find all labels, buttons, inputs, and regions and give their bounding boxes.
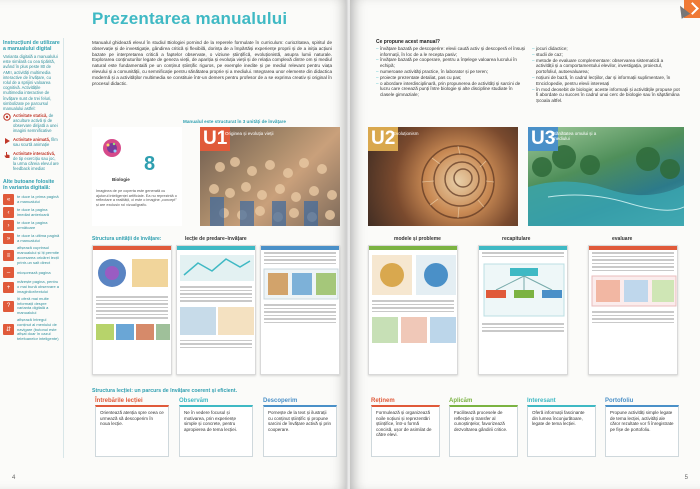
nav-desc-prev: te duce la pagina imediat anterioară [17, 206, 50, 217]
left-page [0, 0, 348, 489]
cover-image [100, 133, 140, 183]
card-discover-text: Pornește de la text și ilustrații cu conținut științific și propune sarcini de învățare activă și prin cooperare. [263, 405, 337, 457]
unit-3-subtitle: Sănătatea omului și a mediului [553, 131, 597, 141]
card-remember-title: Reținem [371, 398, 395, 404]
nav-desc-scroll: afișează întregul conținut al meniului de navigare (butonul este afișat doar în cazul telefoanelor inteligente) [17, 317, 59, 342]
last-page-icon[interactable]: » [3, 233, 14, 244]
nav-row-next [0, 219, 63, 232]
legend-animated-label: Activitate animată, [13, 137, 51, 143]
card-portfolio-title: Portofoliu [605, 398, 634, 404]
prev-page-icon[interactable]: ‹ [3, 207, 14, 218]
book-cover-panel [92, 127, 182, 226]
nav-desc-zoom-out: micșorează pagina [17, 269, 51, 275]
features-question: Ce propune acest manual? [376, 39, 440, 45]
card-discover [260, 397, 340, 467]
feature-item: – învățare bazată pe descoperire: elevii caută activ și descoperă el însuși informații, în loc de a le recepta pasiv; [376, 46, 526, 58]
right-page [350, 0, 700, 489]
nav-row-scroll [0, 317, 63, 343]
label-recap: recapitulare [502, 236, 531, 242]
zoom-out-icon[interactable]: – [3, 267, 14, 278]
feature-item: – numeroase activități practice, în laborator și pe teren; [376, 69, 526, 75]
zoom-in-icon[interactable]: + [3, 282, 14, 293]
legend-static [0, 111, 63, 135]
lesson-thumb-2 [176, 245, 256, 375]
structure-title: Manualul este structurat în 3 unități de învățare [183, 119, 286, 124]
card-interesting [524, 397, 599, 467]
label-evaluation: evaluare [612, 236, 633, 242]
card-interesting-text: Oferă informații fascinante din lumea înconjurătoare, legate de tema lecției. [527, 405, 596, 457]
help-icon[interactable]: ? [3, 301, 14, 312]
lesson-thumb-1 [92, 245, 172, 375]
intro-paragraph: Manualul ghidează elevul în studiul Biologiei pornind de la reperele formulate în curriculum: curiozitatea, spiritul de observație și de investigație, gândirea critică și flexibilă, dorința de a împărtăși experiențe proprii și de a iniția acțiuni bazate pe interpretarea critică a faptelor observate, o viziune științifică, evoluționistă, asupra lumii naturale. Explorarea conținuturilor legate de geneza vieții, de apariția și evoluția vieții și de relația complexă dintre om și mediul natural este fundamentală pe un conținut științific riguros, pe exemple inedite și pe mediul relevant pentru viața elevului și a comunității, cu semnificație pentru sănătatea proprie și a mediului. Integrarea unor elemente din didactica modernă și a activităților multimedia se constituie într-un demers pentru profesor de a se exprima creativ și original în procesul didactic. [92, 40, 332, 86]
first-page-icon[interactable]: « [3, 194, 14, 205]
legend-interactive-label: Activitate interactivă, [13, 151, 56, 157]
lesson-thumb-3 [260, 245, 340, 375]
legend-animated-desc: film sau scurtă animație [13, 137, 58, 148]
label-models: modele și probleme [394, 236, 441, 242]
nav-row-last [0, 232, 63, 245]
feature-item: – metode de evaluare complementare: observarea sistematică a activității și a comportamentului elevilor, investigația, proiectul, portofoliul, autoevaluarea; [532, 58, 682, 75]
unit-3-banner [528, 127, 684, 226]
nav-row-prev [0, 206, 63, 219]
feature-item: – noțiuni de bază, în cadrul lecțiilor, dar și informații suplimentare, în Enciclopedie, pentru elevii interesați [532, 75, 682, 87]
feature-item: – proiecte prezentate detaliat, pas cu pas; [376, 75, 526, 81]
interactive-icon [3, 151, 11, 159]
card-interesting-title: Interesant [527, 398, 556, 404]
cover-caption: Imaginea de pe coperta este generată cu ajutorul inteligenței artificiale. Ea nu reprezintă o reflectare a realității, ci este o imagine „concept” și are exclusiv rol vizual/grafic. [96, 189, 177, 207]
nav-desc-next: te duce la pagina următoare [17, 219, 48, 230]
feature-item: – învățare bazată pe cooperare, pentru a înțelege valoarea lucrului în echipă; [376, 57, 526, 69]
page-title: Prezentarea manualului [92, 9, 288, 28]
card-portfolio-text: Propune activități simple legate de tema lecției, activități ale căror rezultate vor fi înregistrate pe fișe de portofoliu. [605, 405, 679, 457]
unit-1-tag: U1 [200, 127, 230, 151]
recap-thumb [478, 245, 568, 375]
sidebar-heading-instructions: Instrucțiuni de utilizare a manualului digital [3, 40, 60, 52]
page-number-left: 4 [12, 475, 16, 481]
card-questions [92, 397, 172, 467]
features-col-2 [532, 46, 682, 104]
scroll-icon[interactable]: ⇵ [3, 324, 14, 335]
next-page-icon[interactable]: › [3, 220, 14, 231]
unit-3-tag: U3 [528, 127, 558, 151]
legend-animated [0, 135, 63, 149]
lesson-label: lecție de predare–învățare [185, 236, 247, 242]
lesson-flow-title: Structura lecției: un parcurs de învățare coerent și eficient. [92, 388, 238, 394]
feature-item: – studii de caz; [532, 52, 682, 58]
nav-row-help [0, 296, 63, 317]
card-observe-text: Ne în vedere focusul și motivarea, prin experiențe simple și concrete, pentru apropierea de tema lecției. [179, 405, 253, 457]
legend-interactive [0, 149, 63, 173]
card-questions-title: Întrebările lecției [95, 398, 143, 404]
features-col-1 [376, 40, 526, 98]
animated-icon [3, 137, 11, 145]
unit-2-tag: U2 [368, 127, 398, 151]
card-portfolio [602, 397, 682, 467]
legend-static-desc: de asculture activă și de observare dirijată a unei imagini semnificative [13, 113, 58, 134]
nav-row-first [0, 193, 63, 206]
nav-desc-first: te duce la prima pagină a manualului [17, 193, 59, 204]
feature-item: – în mod deosebit de biologie; aceste informații și activitățile propuse pot fi abordate cu succes în cadrul unui cerc de biologie sau în săptămâna Școala altfel. [532, 87, 682, 104]
card-discover-title: Descoperim [263, 398, 298, 404]
nav-row-zoom-out [0, 266, 63, 279]
card-remember-text: Formulează și organizează noile noțiuni și reprezentări științifice, într-o formă concisă, ușor de asimilat de către elevi. [371, 405, 440, 457]
cover-title: Biologie [112, 177, 130, 182]
feature-item: – o abordare interdisciplinară, prin propunerea de activități și sarcini de lucru care creează punți între biologie și alte discipline studiate în clasele gimnaziale; [376, 81, 526, 98]
nav-desc-toc: afișează cuprinsul manualului și îți permite accesarea oricărei lecții printr-un salt direct [17, 245, 60, 265]
unit-2-subtitle: Evoluționism [393, 131, 419, 136]
legend-interactive-desc: de tip exercițiu sau joc, la urma căreia elevul are feedback imediat [13, 156, 59, 172]
sidebar-intro: Varianta digitală a manualului este similară cu cea tipărită, având în plus peste 80 de AMII, activități multimedia interactive de învățare, cu rolul de a sprijini valoarea cognitivă. Activitățile multimedia interactive de învățare sunt de trei feluri, simbolizate pe parcursul manualului astfel: [3, 54, 58, 112]
unit-1-subtitle: Originea și evoluția vieții [225, 131, 274, 136]
card-apply-title: Aplicăm [449, 398, 473, 404]
card-remember [368, 397, 443, 467]
feature-item: – jocuri didactice; [532, 46, 682, 52]
legend-static-label: Activitate statică, [13, 113, 48, 119]
toc-icon[interactable]: ≡ [3, 250, 14, 261]
models-thumb [368, 245, 458, 375]
card-apply [446, 397, 521, 467]
cover-number: 8 [144, 153, 156, 175]
nav-row-toc [0, 245, 63, 266]
unit-1-banner [200, 127, 340, 226]
unit-2-banner [368, 127, 518, 226]
digital-instructions-sidebar [0, 38, 64, 458]
nav-desc-last: te duce la ultima pagină a manualului [17, 232, 60, 243]
nav-row-zoom-in [0, 279, 63, 295]
card-observe-title: Observăm [179, 398, 209, 404]
lesson-structure-label: Structura unității de învățare: [92, 236, 162, 242]
sidebar-heading-buttons: Alte butoane folosite în varianta digitală: [3, 179, 55, 192]
static-icon [3, 113, 11, 121]
card-questions-text: Orientează atenția spre ceea ce urmează să descoperim în noua lecție. [95, 405, 169, 457]
nav-desc-help: îți oferă mai multe informații despre varianta digitală a manualului [17, 295, 49, 316]
card-observe [176, 397, 256, 467]
card-apply-text: Facilitează procesele de reflecție și transfer al cunoștințelor, favorizează dezvoltarea gândirii critice. [449, 405, 518, 457]
evaluation-thumb [588, 245, 678, 375]
nav-desc-zoom-in: mărește pagina, pentru o mai bună observare a imaginilor/textului [17, 279, 60, 295]
page-number-right: 5 [684, 475, 688, 481]
